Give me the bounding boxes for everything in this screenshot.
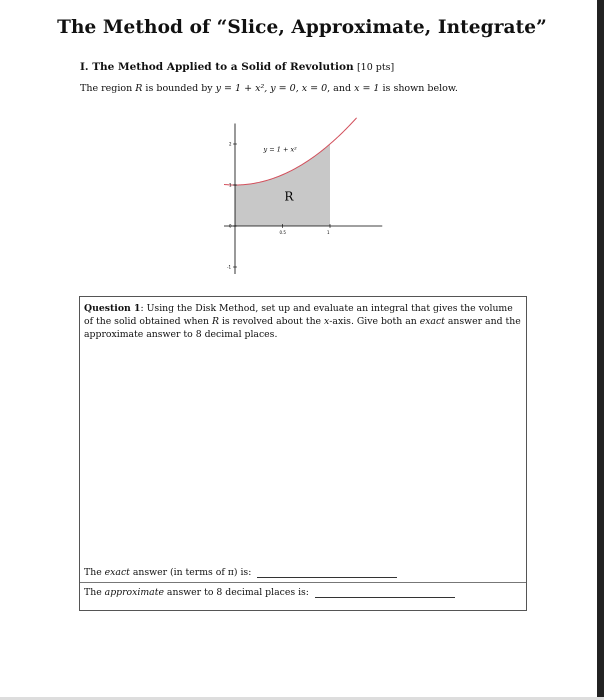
exact-word: exact	[104, 567, 130, 578]
x-tick-label: 0.5	[279, 230, 286, 235]
approx-answer-row	[84, 587, 455, 598]
x-tick-label: 1	[327, 230, 330, 235]
region-graph	[224, 114, 384, 274]
question-exact-word: exact	[419, 316, 445, 327]
question-label: Question 1	[84, 303, 141, 314]
region-label: R	[284, 189, 294, 204]
question-region-var: R	[211, 316, 219, 327]
approx-answer-blank[interactable]	[315, 587, 455, 598]
intro-paragraph	[80, 83, 458, 94]
intro-text-2: is bounded by	[142, 83, 216, 94]
y-tick-label: 0	[229, 223, 232, 229]
section-heading	[80, 61, 394, 73]
exact-answer-blank[interactable]	[257, 567, 397, 578]
region-fill	[235, 144, 330, 226]
exact-prefix: The	[84, 567, 105, 578]
section-points: [10 pts]	[356, 62, 395, 73]
exact-suffix: answer (in terms of π) is:	[129, 567, 252, 578]
question-box	[79, 296, 527, 611]
question-text-b: is revolved about the	[218, 316, 325, 327]
intro-condition-1: y = 1 + x², y = 0, x = 0	[215, 83, 328, 94]
y-tick-label: 2	[229, 141, 232, 147]
section-heading-text: I. The Method Applied to a Solid of Revolution	[80, 61, 354, 73]
question-axis-var: x	[324, 316, 330, 327]
window-edge	[597, 0, 604, 700]
intro-text-4: is shown below.	[379, 83, 458, 94]
exact-answer-row	[84, 567, 397, 578]
question-text	[84, 302, 524, 341]
approx-suffix: answer to 8 decimal places is:	[163, 587, 309, 598]
y-tick-label: -1	[227, 264, 231, 270]
curve-label: y = 1 + x²	[263, 145, 297, 154]
page-title: The Method of “Slice, Approximate, Integrate”	[57, 17, 547, 38]
answer-divider	[80, 582, 526, 583]
intro-condition-2: x = 1	[354, 83, 380, 94]
intro-text-1: The region	[80, 83, 136, 94]
approx-word: approximate	[104, 587, 164, 598]
question-text-a: : Using the Disk Method, set up and evaluate an integral that gives the volume of the solid obtained when	[84, 303, 513, 327]
question-text-c: -axis. Give both an	[329, 316, 420, 327]
approx-prefix: The	[84, 587, 105, 598]
question-text-d: answer and the approximate answer to 8 decimal places.	[84, 316, 521, 340]
y-tick-label: 1	[229, 182, 232, 188]
intro-text-3: , and	[327, 83, 355, 94]
intro-region-var: R	[135, 83, 143, 94]
